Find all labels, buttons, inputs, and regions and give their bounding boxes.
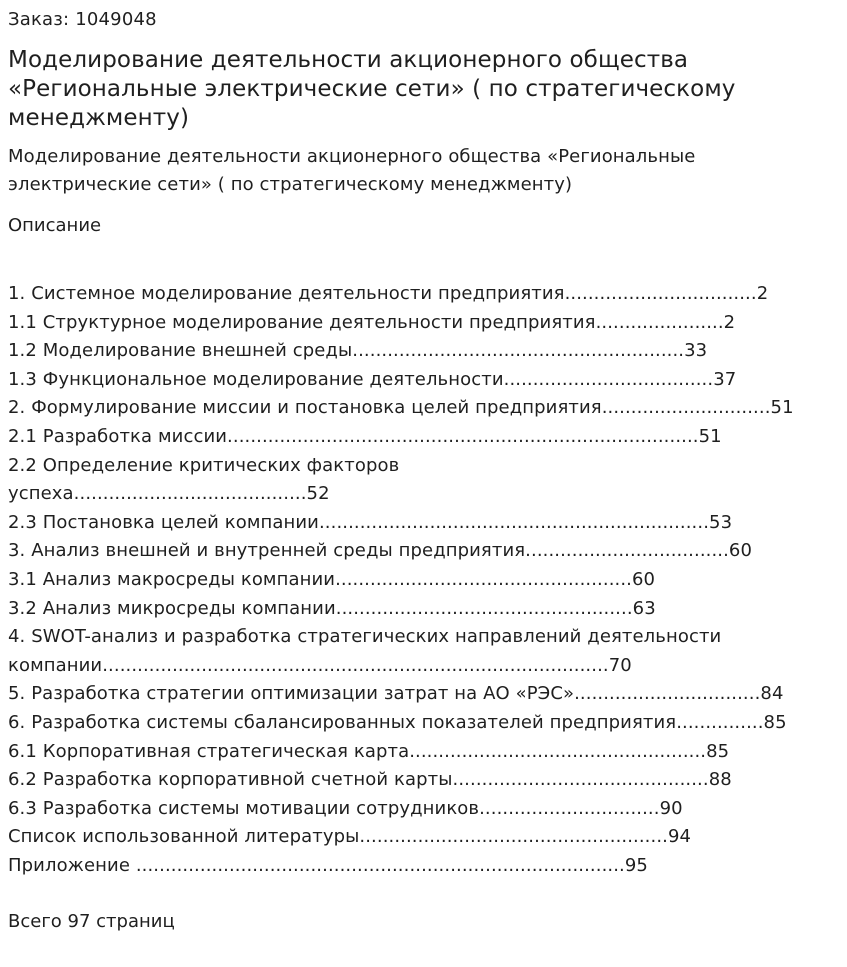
- toc-item: 4. SWOT-анализ и разработка стратегических направлений деятельности компании.......................................................................................70: [8, 626, 722, 676]
- toc-item: 5. Разработка стратегии оптимизации затрат на АО «РЭС»................................84: [8, 683, 784, 705]
- toc-item: Приложение ....................................................................................95: [8, 854, 648, 876]
- toc-item: 2. Формулирование миссии и постановка целей предприятия.............................51: [8, 397, 794, 419]
- toc-item: Список использованной литературы.....................................................94: [8, 826, 692, 848]
- toc-item: 3. Анализ внешней и внутренней среды предприятия...................................60: [8, 540, 753, 562]
- toc-item: 1.2 Моделирование внешней среды.........................................................33: [8, 340, 708, 362]
- toc-item: 6.1 Корпоративная стратегическая карта...................................................85: [8, 740, 730, 762]
- toc-item: 6.3 Разработка системы мотивации сотрудников...............................90: [8, 797, 683, 819]
- table-of-contents: [8, 280, 839, 880]
- toc-item: 3.2 Анализ микросреды компании...................................................63: [8, 597, 656, 619]
- toc-item: 1. Системное моделирование деятельности предприятия.................................2: [8, 283, 769, 304]
- description-label: Описание: [8, 215, 102, 236]
- order-number: Заказ: 1049048: [8, 9, 157, 30]
- toc-item: 1.3 Функциональное моделирование деятельности....................................37: [8, 368, 737, 390]
- toc-item: 1.1 Структурное моделирование деятельности предприятия......................2: [8, 311, 736, 333]
- toc-item: 2.1 Разработка миссии.................................................................................51: [8, 425, 722, 447]
- toc-item: 2.3 Постановка целей компании...................................................................53: [8, 511, 733, 533]
- document-subtitle: Моделирование деятельности акционерного общества «Региональные электрические сети» ( по стратегическому менеджменту): [8, 146, 696, 195]
- toc-item: 6. Разработка системы сбалансированных показателей предприятия...............85: [8, 711, 787, 733]
- document-title: Моделирование деятельности акционерного общества «Региональные электрические сети» ( по стратегическому менеджменту): [8, 47, 736, 131]
- toc-item: 2.2 Определение критических факторов успеха........................................52: [8, 454, 400, 505]
- total-pages: Всего 97 страниц: [8, 911, 175, 933]
- toc-item: 6.2 Разработка корпоративной счетной карты............................................88: [8, 769, 732, 791]
- toc-item: 3.1 Анализ макросреды компании...................................................60: [8, 568, 656, 590]
